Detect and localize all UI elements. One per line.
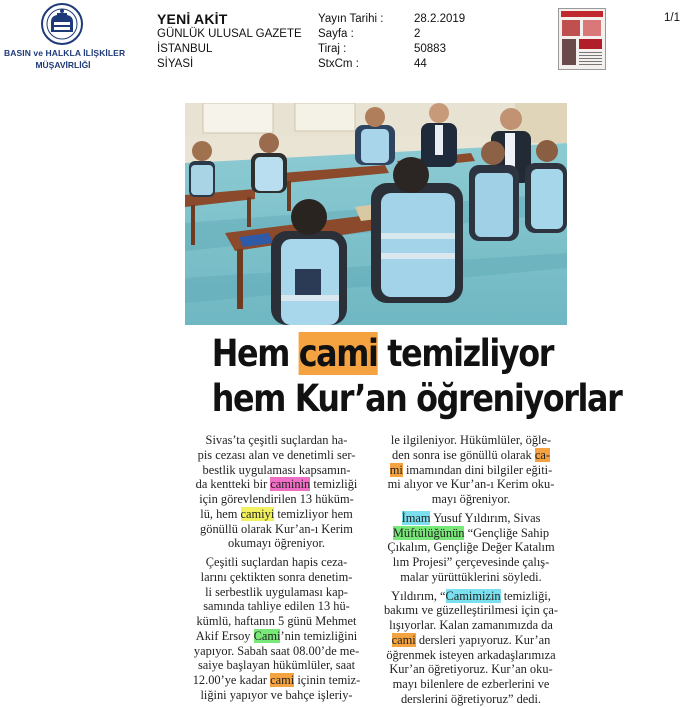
text-segment: larını çektikten sonra denetim- bbox=[200, 569, 353, 584]
article-text-line bbox=[185, 536, 368, 551]
headline-line-1 bbox=[211, 331, 554, 376]
meta-label: Tiraj : bbox=[318, 43, 347, 55]
text-segment: mi alıyor ve Kur’an-ı Kerim oku- bbox=[387, 477, 555, 492]
article-text-line bbox=[185, 585, 368, 600]
thumbnail-image bbox=[562, 39, 576, 65]
text-segment: 12.00’ye kadar bbox=[192, 673, 271, 687]
article-text-line bbox=[375, 570, 567, 585]
meta-value: 44 bbox=[414, 58, 427, 70]
publication-category: SİYASİ bbox=[157, 58, 194, 70]
text-segment: öğrenmek isteyen arkadaşlarımıza bbox=[386, 647, 556, 662]
article-text-line bbox=[185, 658, 368, 673]
article-column-2 bbox=[375, 433, 567, 707]
highlighted-keyword: cami bbox=[270, 673, 295, 687]
text-segment: temizliği bbox=[310, 477, 358, 492]
text-segment: Çeşitli suçlardan hapis ceza- bbox=[205, 555, 348, 569]
highlighted-keyword: İmam bbox=[401, 510, 431, 525]
meta-row bbox=[318, 27, 474, 42]
article-text-line bbox=[185, 570, 368, 585]
text-segment: den sonra ise gönüllü olarak bbox=[392, 447, 535, 462]
page-thumbnail[interactable] bbox=[558, 8, 606, 70]
article-text-line bbox=[375, 648, 567, 663]
text-segment: lü, hem bbox=[200, 506, 241, 521]
article-text-line bbox=[185, 433, 368, 448]
highlighted-keyword: Camimizin bbox=[445, 588, 501, 603]
page-counter: 1/1 bbox=[664, 12, 680, 24]
highlighted-keyword: camiyi bbox=[240, 506, 275, 521]
text-segment: bakımı ve güzelleştirilmesi için ça- bbox=[383, 603, 559, 618]
meta-label: Sayfa : bbox=[318, 28, 354, 40]
meta-label: Yayın Tarihi : bbox=[318, 13, 384, 25]
highlighted-keyword: Müftülüğünün bbox=[392, 525, 465, 540]
text-segment: samında tahliye edilen 13 hü- bbox=[203, 599, 350, 614]
thumbnail-image bbox=[562, 20, 580, 36]
meta-row bbox=[318, 12, 474, 27]
article-text-line bbox=[375, 618, 567, 633]
headline-line-2 bbox=[211, 376, 622, 421]
text-segment: içinin temiz- bbox=[294, 673, 361, 687]
text-segment: Kur’an öğretiyoruz. Kur’an oku- bbox=[389, 662, 553, 677]
article-text-line bbox=[185, 477, 368, 492]
agency-name-line2: MÜŞAVİRLİĞİ bbox=[35, 60, 91, 70]
text-segment: Akif Ersoy bbox=[195, 628, 254, 643]
publication-type: GÜNLÜK ULUSAL GAZETE bbox=[157, 28, 302, 40]
highlighted-keyword: Cami bbox=[253, 628, 281, 643]
agency-logo bbox=[4, 2, 126, 72]
text-segment: liğini yapıyor ve bahçe işleriy- bbox=[200, 687, 353, 702]
text-segment: li serbestlik uygulaması kap- bbox=[205, 584, 348, 599]
text-segment: dersleri yapıyoruz. Kur’an bbox=[415, 632, 551, 647]
text-segment: lışıyorlar. Kalan zamanımızda da bbox=[389, 618, 553, 632]
article-text-line bbox=[375, 492, 567, 507]
article-text-line bbox=[375, 692, 567, 707]
article-text-line bbox=[185, 492, 368, 507]
text-segment: saiye başlayan hükümlüler, saat bbox=[197, 658, 356, 673]
meta-label: StxCm : bbox=[318, 58, 359, 70]
text-segment: “Gençliğe Sahip bbox=[464, 525, 550, 540]
text-segment: Yıldırım, “ bbox=[391, 588, 446, 603]
highlighted-keyword: ca- bbox=[534, 447, 550, 462]
text-segment: mayı bilenlere de ezberlerini ve bbox=[392, 677, 550, 691]
text-segment: lım Projesi” çerçevesinde çalış- bbox=[392, 555, 550, 569]
text-segment: pis cezası alan ve denetimli ser- bbox=[197, 447, 356, 462]
text-segment: mayı öğreniyor. bbox=[431, 492, 511, 506]
article-text-line bbox=[375, 540, 567, 555]
text-segment: da kentteki bir bbox=[195, 477, 271, 492]
text-segment: Çıkalım, Gençliğe Değer Katalım bbox=[387, 540, 555, 555]
highlighted-keyword: mi bbox=[389, 462, 403, 477]
agency-name-line1: BASIN ve HALKLA İLİŞKİLER bbox=[4, 48, 126, 58]
publication-name: YENİ AKİT bbox=[157, 11, 228, 27]
text-segment: le ilgileniyor. Hükümlüler, öğle- bbox=[390, 433, 552, 447]
text-segment: malar yürüttüklerini söyledi. bbox=[400, 569, 542, 584]
text-segment: kümlü, haftanın 5 günü Mehmet bbox=[196, 614, 357, 628]
article-text-line bbox=[375, 433, 567, 448]
publication-city: İSTANBUL bbox=[157, 43, 213, 55]
text-segment: temizliyor hem bbox=[274, 506, 353, 521]
text-segment: gönüllü olarak Kur’an-ı Kerim bbox=[200, 521, 353, 536]
agency-emblem-icon bbox=[39, 2, 85, 46]
article-text-line bbox=[375, 555, 567, 570]
text-segment: okumayı öğreniyor. bbox=[227, 536, 326, 551]
thumbnail-masthead bbox=[561, 11, 603, 17]
text-segment: Yusuf Yıldırım, Sivas bbox=[430, 510, 541, 525]
article-text-line bbox=[375, 662, 567, 677]
thumbnail-image bbox=[583, 20, 601, 36]
text-segment: Sivas’ta çeşitli suçlardan ha- bbox=[205, 433, 348, 447]
text-segment: bestlik uygulaması kapsamın- bbox=[202, 462, 351, 477]
article-text-line bbox=[375, 677, 567, 692]
text-segment: hem Kur’an öğreniyorlar bbox=[211, 377, 622, 420]
article-text-line bbox=[185, 629, 368, 644]
meta-value: 50883 bbox=[414, 43, 446, 55]
article-headline bbox=[211, 331, 622, 421]
article-text-line bbox=[185, 507, 368, 522]
article-text-line bbox=[375, 589, 567, 604]
meta-value: 2 bbox=[414, 28, 421, 40]
article-text-line bbox=[185, 463, 368, 478]
publication-meta bbox=[318, 12, 474, 72]
meta-row bbox=[318, 57, 474, 72]
article-column-1 bbox=[185, 433, 368, 703]
thumbnail-headline bbox=[579, 39, 602, 49]
highlighted-keyword: caminin bbox=[270, 477, 311, 492]
meta-row bbox=[318, 42, 474, 57]
article-text-line bbox=[375, 603, 567, 618]
text-segment: Hem bbox=[211, 332, 299, 375]
publication-info bbox=[157, 12, 302, 72]
article-text-line bbox=[375, 511, 567, 526]
article-text-line bbox=[185, 673, 368, 688]
article-text-line bbox=[375, 477, 567, 492]
article-text-line bbox=[185, 644, 368, 659]
article-text-line bbox=[375, 526, 567, 541]
article-text-line bbox=[375, 463, 567, 478]
article-text-line bbox=[375, 448, 567, 463]
article-text-line bbox=[185, 688, 368, 703]
article-text-line bbox=[185, 522, 368, 537]
article-text-line bbox=[185, 555, 368, 570]
article-text-line bbox=[185, 599, 368, 614]
meta-value: 28.2.2019 bbox=[414, 13, 466, 25]
text-segment: temizliği, bbox=[500, 588, 551, 603]
highlighted-keyword: cami bbox=[391, 632, 416, 647]
article-text-line bbox=[375, 633, 567, 648]
article-text-line bbox=[185, 614, 368, 629]
text-segment: derslerini öğretiyoruz” dedi. bbox=[400, 691, 542, 706]
text-segment: imamından dini bilgiler eğiti- bbox=[402, 462, 553, 477]
thumbnail-text bbox=[579, 52, 602, 66]
text-segment: için görevlendirilen 13 hüküm- bbox=[199, 492, 354, 506]
text-segment: ’nin temizliğini bbox=[280, 628, 358, 643]
text-segment: yapıyor. Sabah saat 08.00’de me- bbox=[193, 643, 360, 658]
article-text-line bbox=[185, 448, 368, 463]
text-segment: temizliyor bbox=[377, 332, 554, 375]
article-photo bbox=[185, 103, 567, 325]
highlighted-keyword: cami bbox=[298, 332, 378, 375]
